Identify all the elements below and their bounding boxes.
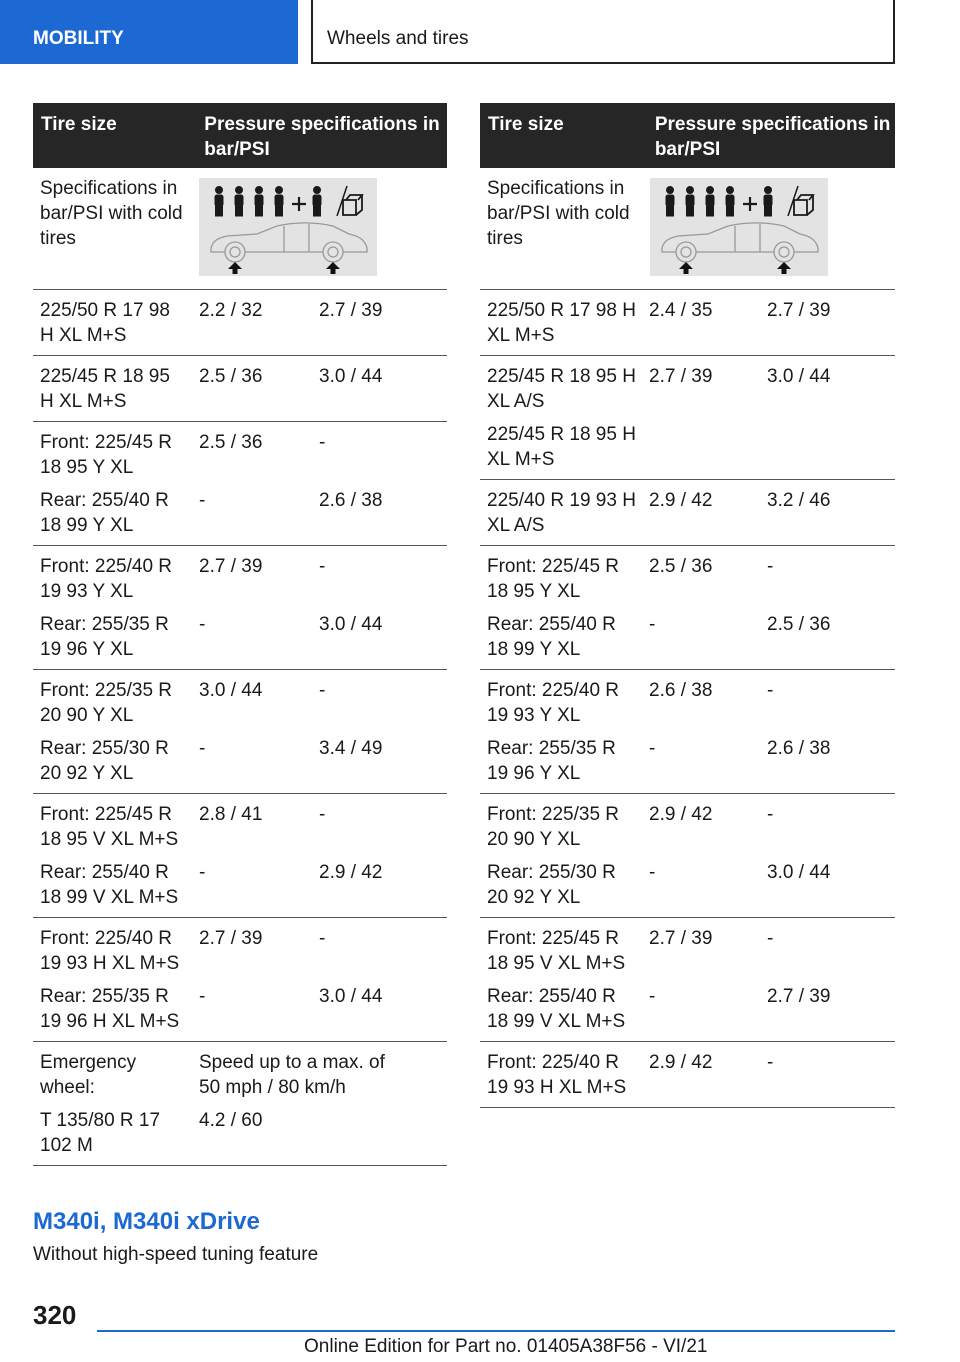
pressure-cell: 2.9 / 42 (649, 1052, 713, 1073)
table-row (33, 356, 447, 414)
pressure-cell: - (319, 432, 326, 453)
table-row (33, 852, 447, 910)
pressure-cell: - (199, 862, 206, 883)
pressure-cell: 2.7 / 39 (767, 300, 831, 321)
column-header-tire-size: Tire size (488, 114, 564, 135)
table-row (33, 290, 447, 348)
tire-size-cell: 225/40 R 19 93 H XL A/S (487, 490, 636, 536)
footer-edition: Online Edition for Part no. 01405A38F56 - VI/21 (304, 1336, 708, 1357)
person-icon (686, 187, 694, 217)
tire-size-cell: 225/45 R 18 95 H XL A/S (487, 366, 636, 412)
table-row-group (480, 670, 895, 794)
table-row (33, 918, 447, 976)
pressure-cell: 2.7 / 39 (649, 928, 713, 949)
table-row (33, 670, 447, 728)
pressure-cell: - (767, 928, 774, 949)
pressure-cell: 2.5 / 36 (767, 614, 831, 635)
table-row (33, 546, 447, 604)
pressure-cell: 2.6 / 38 (649, 680, 713, 701)
pressure-cell: 2.5 / 36 (199, 432, 263, 453)
pressure-cell: - (767, 804, 774, 825)
table-row-group (480, 480, 895, 546)
pressure-cell: - (319, 804, 326, 825)
tire-size-cell: Rear: 255/40 R 18 99 Y XL (40, 490, 169, 536)
table-row (33, 604, 447, 662)
table-row-group (480, 918, 895, 1042)
load-pictogram-icon (199, 178, 377, 276)
tire-size-cell: Front: 225/40 R 19 93 Y XL (487, 680, 620, 726)
table-row-group (480, 794, 895, 918)
emergency-wheel-label: Emergency wheel: (40, 1052, 137, 1098)
table-row (480, 290, 895, 348)
pressure-cell: - (319, 928, 326, 949)
tire-size-cell: 225/45 R 18 95 H XL M+S (487, 424, 636, 470)
tire-size-cell: 225/45 R 18 95 H XL M+S (40, 366, 170, 412)
person-icon (255, 187, 263, 217)
tire-size-cell: 225/50 R 17 98 H XL M+S (40, 300, 170, 346)
pictogram-row (33, 168, 447, 290)
pressure-cell: - (649, 986, 656, 1007)
pressure-cell: - (767, 1052, 774, 1073)
pressure-cell: - (649, 862, 656, 883)
pictogram-label: Specifications in bar/PSI with cold tires (487, 178, 630, 249)
subsection-title: M340i, M340i xDrive (33, 1208, 260, 1235)
tire-size-cell: Rear: 255/40 R 18 99 V XL M+S (40, 862, 179, 908)
pressure-cell: 3.0 / 44 (319, 366, 383, 387)
pressure-cell: 2.7 / 39 (319, 300, 383, 321)
person-icon (215, 187, 223, 217)
tire-size-cell: Rear: 255/35 R 19 96 H XL M+S (40, 986, 180, 1032)
person-icon (764, 187, 772, 217)
tire-pressure-table-right (480, 103, 895, 1108)
tire-size-cell: Rear: 255/35 R 19 96 Y XL (487, 738, 616, 784)
emergency-speed-note: Speed up to a max. of 50 mph / 80 km/h (199, 1052, 385, 1098)
column-header-pressure: Pressure specifications in bar/PSI (204, 114, 440, 160)
table-row-group (33, 794, 447, 918)
table-header-row (33, 103, 447, 168)
table-row (480, 670, 895, 728)
pictogram-box (650, 178, 828, 276)
tire-size-cell: Rear: 255/30 R 20 92 Y XL (487, 862, 616, 908)
table-row-group (33, 918, 447, 1042)
table-row (480, 728, 895, 786)
table-row-group (33, 290, 447, 356)
tire-size-cell: Front: 225/45 R 18 95 Y XL (40, 432, 173, 478)
pressure-cell: 3.4 / 49 (319, 738, 383, 759)
table-row-group (480, 546, 895, 670)
tire-pressure-table-left (33, 103, 447, 1166)
pressure-cell: 3.2 / 46 (767, 490, 831, 511)
table-row (480, 976, 895, 1034)
luggage-icon (794, 195, 813, 215)
tire-size-cell: Front: 225/35 R 20 90 Y XL (40, 680, 173, 726)
section-tab: MOBILITY (0, 0, 298, 64)
table-row (33, 1100, 447, 1158)
table-row (480, 852, 895, 910)
person-icon (726, 187, 734, 217)
pressure-cell: - (649, 614, 656, 635)
luggage-icon (343, 195, 362, 215)
pressure-cell: - (199, 986, 206, 1007)
pressure-cell: 3.0 / 44 (199, 680, 263, 701)
tire-size-cell: Front: 225/40 R 19 93 H XL M+S (40, 928, 180, 974)
tire-size-cell: Rear: 255/40 R 18 99 Y XL (487, 614, 616, 660)
table-row-group (33, 422, 447, 546)
pressure-cell: - (767, 556, 774, 577)
tire-size-cell: T 135/80 R 17 102 M (40, 1110, 161, 1156)
arrow-icon (228, 262, 340, 274)
tire-size-cell: Front: 225/45 R 18 95 V XL M+S (487, 928, 626, 974)
table-row (33, 422, 447, 480)
table-row-group (33, 546, 447, 670)
footer-divider (97, 1330, 895, 1332)
table-row (33, 728, 447, 786)
column-header-pressure: Pressure specifications in bar/PSI (654, 114, 891, 160)
pressure-cell: 2.6 / 38 (319, 490, 383, 511)
pressure-cell: 2.9 / 42 (649, 490, 713, 511)
pressure-cell: - (199, 490, 206, 511)
page-number: 320 (33, 1300, 77, 1330)
table-row (480, 794, 895, 852)
subsection-text: Without high-speed tuning feature (33, 1244, 319, 1265)
table-row (480, 918, 895, 976)
table-row (480, 546, 895, 604)
tire-size-cell: Front: 225/45 R 18 95 Y XL (487, 556, 620, 602)
pressure-cell: 4.2 / 60 (199, 1110, 263, 1131)
table-row (33, 976, 447, 1034)
tire-size-cell: Rear: 255/40 R 18 99 V XL M+S (487, 986, 626, 1032)
table-row-group (480, 1042, 895, 1108)
pressure-cell: 2.9 / 42 (319, 862, 383, 883)
pictogram-box (199, 178, 377, 276)
table-row (480, 604, 895, 662)
pressure-cell: 2.6 / 38 (767, 738, 831, 759)
pressure-cell: 2.7 / 39 (199, 556, 263, 577)
table-header-row (480, 103, 895, 168)
tire-size-cell: Rear: 255/35 R 19 96 Y XL (40, 614, 169, 660)
pressure-cell: - (319, 680, 326, 701)
tire-size-cell: Front: 225/40 R 19 93 H XL M+S (487, 1052, 627, 1098)
table-row-group (480, 290, 895, 356)
pressure-cell: 2.2 / 32 (199, 300, 263, 321)
pressure-cell: 2.7 / 39 (767, 986, 831, 1007)
pressure-cell: 2.8 / 41 (199, 804, 263, 825)
pressure-cell (767, 414, 895, 472)
pictogram-label: Specifications in bar/PSI with cold tires (40, 178, 183, 249)
person-icon (666, 187, 674, 217)
pressure-cell: 2.9 / 42 (649, 804, 713, 825)
pressure-cell: 3.0 / 44 (767, 862, 831, 883)
pressure-cell: - (199, 614, 206, 635)
pressure-cell: - (649, 738, 656, 759)
table-row (480, 480, 895, 538)
pressure-cell (642, 414, 767, 472)
table-row (33, 1042, 447, 1100)
person-icon (706, 187, 714, 217)
tire-size-cell: Front: 225/45 R 18 95 V XL M+S (40, 804, 179, 850)
car-silhouette-icon (662, 223, 818, 262)
pressure-cell: 2.5 / 36 (199, 366, 263, 387)
pressure-cell: - (199, 738, 206, 759)
pressure-cell: 2.7 / 39 (199, 928, 263, 949)
table-row (33, 794, 447, 852)
pressure-cell: 2.7 / 39 (649, 366, 713, 387)
table-row-group (33, 356, 447, 422)
pressure-cell: - (319, 556, 326, 577)
tire-size-cell: 225/50 R 17 98 H XL M+S (487, 300, 636, 346)
tire-size-cell: Front: 225/40 R 19 93 Y XL (40, 556, 173, 602)
table-row (480, 1042, 895, 1100)
tire-size-cell: Rear: 255/30 R 20 92 Y XL (40, 738, 169, 784)
column-header-tire-size: Tire size (41, 114, 117, 135)
arrow-icon (679, 262, 791, 274)
car-silhouette-icon (211, 223, 367, 262)
tire-size-cell: Front: 225/35 R 20 90 Y XL (487, 804, 620, 850)
person-icon (235, 187, 243, 217)
pressure-cell: 2.4 / 35 (649, 300, 713, 321)
pressure-cell: 3.0 / 44 (319, 986, 383, 1007)
table-row (480, 414, 895, 472)
person-icon (275, 187, 283, 217)
emergency-wheel-group (33, 1042, 447, 1166)
pressure-cell: 3.0 / 44 (767, 366, 831, 387)
pictogram-row (480, 168, 895, 290)
pressure-cell: - (767, 680, 774, 701)
table-row (33, 480, 447, 538)
load-pictogram-icon (650, 178, 828, 276)
chapter-title: Wheels and tires (311, 0, 895, 64)
table-row-group (33, 670, 447, 794)
pressure-cell: 2.5 / 36 (649, 556, 713, 577)
table-row (480, 356, 895, 414)
person-icon (313, 187, 321, 217)
table-row-group (480, 356, 895, 480)
pressure-cell: 3.0 / 44 (319, 614, 383, 635)
